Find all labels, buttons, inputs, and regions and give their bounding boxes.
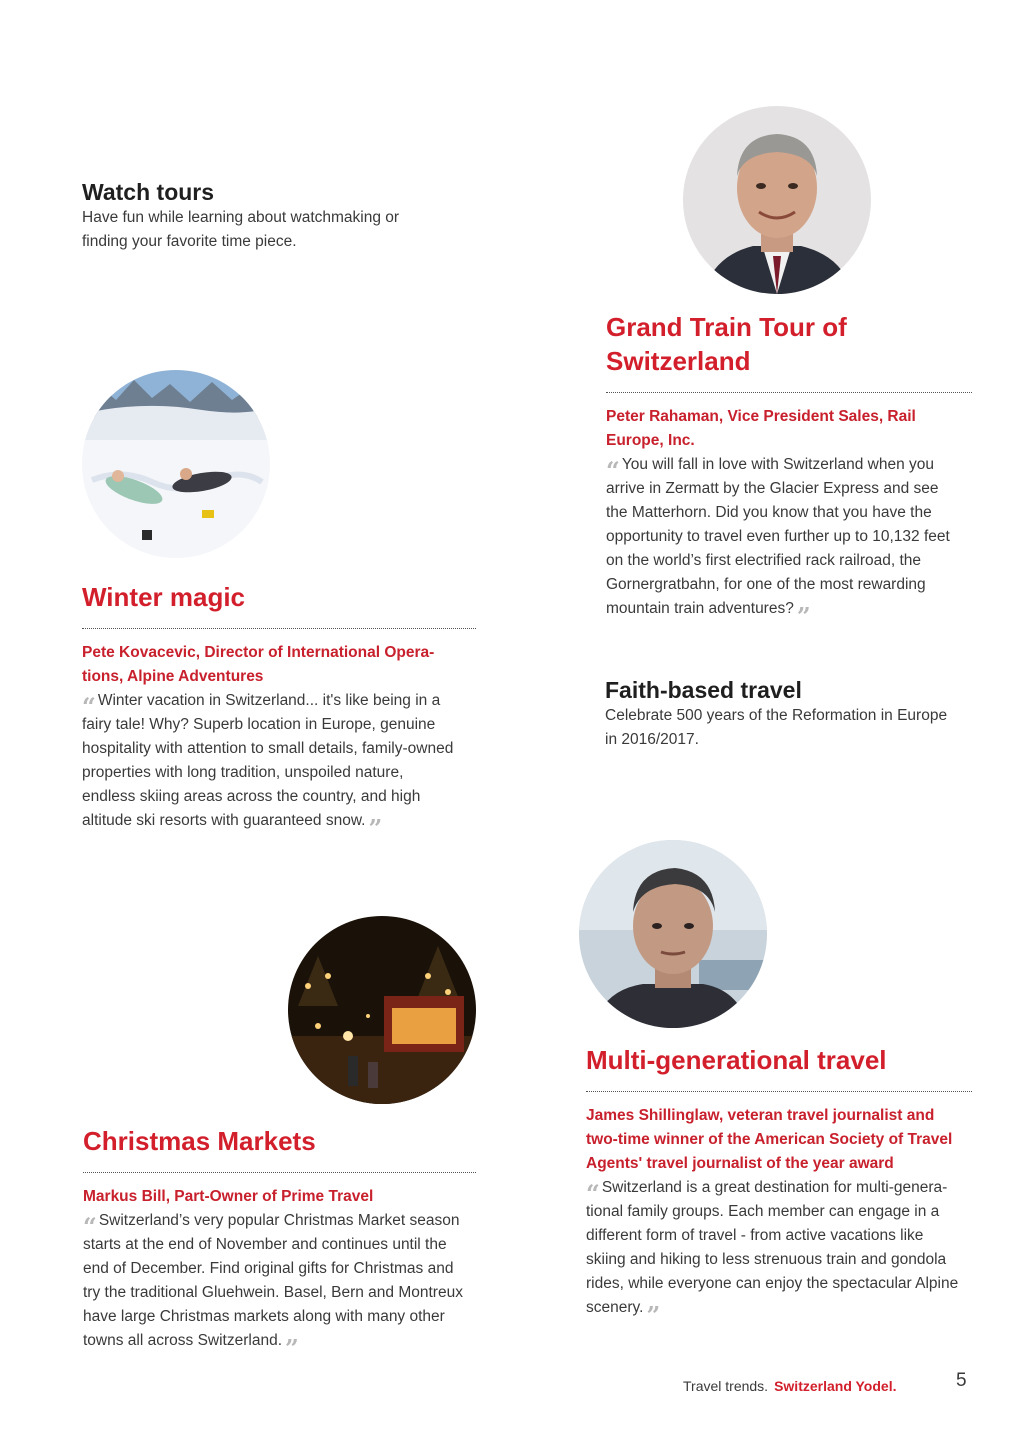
- quote-line: properties with long tradition, unspoiled nature,: [82, 764, 404, 781]
- dotted-divider: [82, 628, 476, 629]
- dotted-divider: [83, 1172, 476, 1173]
- quote-line: hospitality with attention to small details, family-owned: [82, 740, 454, 757]
- quote-line: endless skiing areas across the country, and high: [82, 788, 421, 805]
- faith-based-section: [605, 676, 985, 752]
- author-line: James Shillinglaw, veteran travel journalist and: [586, 1107, 935, 1124]
- faith-desc-line: Celebrate 500 years of the Reformation in Europe: [605, 707, 948, 724]
- author-line: tions, Alpine Adventures: [82, 668, 264, 685]
- watch-tours-section: [82, 178, 502, 254]
- dotted-divider: [606, 392, 972, 393]
- quote-line: tional family groups. Each member can engage in a: [586, 1203, 940, 1220]
- quote-line: end of December. Find original gifts for Christmas and: [83, 1260, 454, 1277]
- faith-based-title: Faith-based travel: [605, 677, 802, 703]
- faith-based-desc: [605, 704, 985, 752]
- page-footer: [0, 1370, 1024, 1400]
- quote-line: altitude ski resorts with guaranteed snow.: [82, 812, 366, 829]
- quote-line: Switzerland’s very popular Christmas Market season: [98, 1212, 460, 1229]
- quote-line: have large Christmas markets along with many other: [83, 1308, 445, 1325]
- quote-line: different form of travel - from active vacations like: [586, 1227, 924, 1244]
- grand-train-section: [606, 310, 972, 631]
- author-line: Peter Rahaman, Vice President Sales, Rail: [606, 408, 916, 425]
- portrait-photo-peter-rahaman: [683, 106, 871, 294]
- christmas-market-photo: [288, 916, 476, 1104]
- watch-tours-desc-line: finding your favorite time piece.: [82, 233, 297, 250]
- christmas-markets-author: Markus Bill, Part-Owner of Prime Travel: [83, 1188, 374, 1205]
- grand-train-quote: “ You will fall in love with Switzerland when you arrive in Zermatt by the Glacier Express and see the Matterhorn. Did you know that you have the opportunity to travel even further up to 10,132 feet on the world’s first electrified rack railroad, the Gornergratbahn, for one of the most rewarding mountain train adventures? ”: [606, 453, 972, 621]
- winter-magic-section: [82, 580, 476, 843]
- watch-tours-title: Watch tours: [82, 179, 215, 205]
- multigenerational-author: [586, 1104, 972, 1176]
- grand-train-title-line: Grand Train Tour of: [606, 312, 847, 342]
- winter-snow-photo: [82, 370, 270, 558]
- faith-desc-line: in 2016/2017.: [605, 731, 699, 748]
- author-line: Agents' travel journalist of the year award: [586, 1155, 894, 1172]
- multigenerational-section: [586, 1043, 972, 1330]
- author-line: Europe, Inc.: [606, 432, 695, 449]
- christmas-markets-title: Christmas Markets: [83, 1126, 316, 1156]
- grand-train-title-line: Switzerland: [606, 346, 751, 376]
- quote-line: You will fall in love with Switzerland when you: [621, 456, 934, 473]
- winter-magic-author: [82, 641, 476, 689]
- quote-line: scenery.: [586, 1299, 644, 1316]
- multigenerational-title: Multi-generational travel: [586, 1045, 887, 1075]
- quote-line: try the traditional Gluehwein. Basel, Bern and Montreux: [83, 1284, 463, 1301]
- quote-line: mountain train adventures?: [606, 600, 794, 617]
- footer-text: Travel trends.: [683, 1378, 769, 1394]
- portrait-photo-james-shillinglaw: [579, 840, 767, 1028]
- quote-line: starts at the end of November and continues until the: [83, 1236, 447, 1253]
- watch-tours-desc: [82, 206, 502, 254]
- grand-train-author: [606, 405, 972, 453]
- quote-line: the Matterhorn. Did you know that you have the: [606, 504, 932, 521]
- page-number: 5: [956, 1370, 967, 1391]
- quote-line: skiing and hiking to less strenuous train and gondola: [586, 1251, 947, 1268]
- quote-line: opportunity to travel even further up to 10,132 feet: [606, 528, 950, 545]
- christmas-markets-section: [83, 1124, 476, 1363]
- quote-line: Winter vacation in Switzerland... it's like being in a: [97, 692, 441, 709]
- footer-caption: [683, 1378, 896, 1394]
- quote-line: arrive in Zermatt by the Glacier Express and see: [606, 480, 939, 497]
- quote-line: rides, while everyone can enjoy the spectacular Alpine: [586, 1275, 959, 1292]
- winter-magic-quote: “ Winter vacation in Switzerland... it's like being in a fairy tale! Why? Superb location in Europe, genuine hospitality with attention to small details, family-owned properties with long tradition, unspoiled nature, endless skiing areas across the country, and high altitude ski resorts with guaranteed snow. ”: [82, 689, 476, 833]
- quote-line: towns all across Switzerland.: [83, 1332, 282, 1349]
- multigenerational-quote: “ Switzerland is a great destination for multi-genera- tional family groups. Each member can engage in a different form of travel - from active vacations like skiing and hiking to less strenuous train and gondola rides, while everyone can enjoy the spectacular Alpine scenery. ”: [586, 1176, 972, 1320]
- christmas-markets-quote: “ Switzerland’s very popular Christmas Market season starts at the end of November and continues until the end of December. Find original gifts for Christmas and try the traditional Gluehwein. Basel, Bern and Montreux have large Christmas markets along with many other towns all across Switzerland. ”: [83, 1209, 476, 1353]
- author-line: two-time winner of the American Society of Travel: [586, 1131, 953, 1148]
- dotted-divider: [586, 1091, 972, 1092]
- footer-brand: Switzerland Yodel.: [774, 1378, 897, 1394]
- quote-line: Gornergratbahn, for one of the most rewarding: [606, 576, 926, 593]
- quote-line: Switzerland is a great destination for multi-genera-: [601, 1179, 948, 1196]
- grand-train-title: [606, 310, 972, 378]
- author-line: Pete Kovacevic, Director of International Opera-: [82, 644, 435, 661]
- quote-line: fairy tale! Why? Superb location in Europe, genuine: [82, 716, 436, 733]
- winter-magic-title: Winter magic: [82, 582, 246, 612]
- watch-tours-desc-line: Have fun while learning about watchmaking or: [82, 209, 400, 226]
- quote-line: on the world’s first electrified rack railroad, the: [606, 552, 922, 569]
